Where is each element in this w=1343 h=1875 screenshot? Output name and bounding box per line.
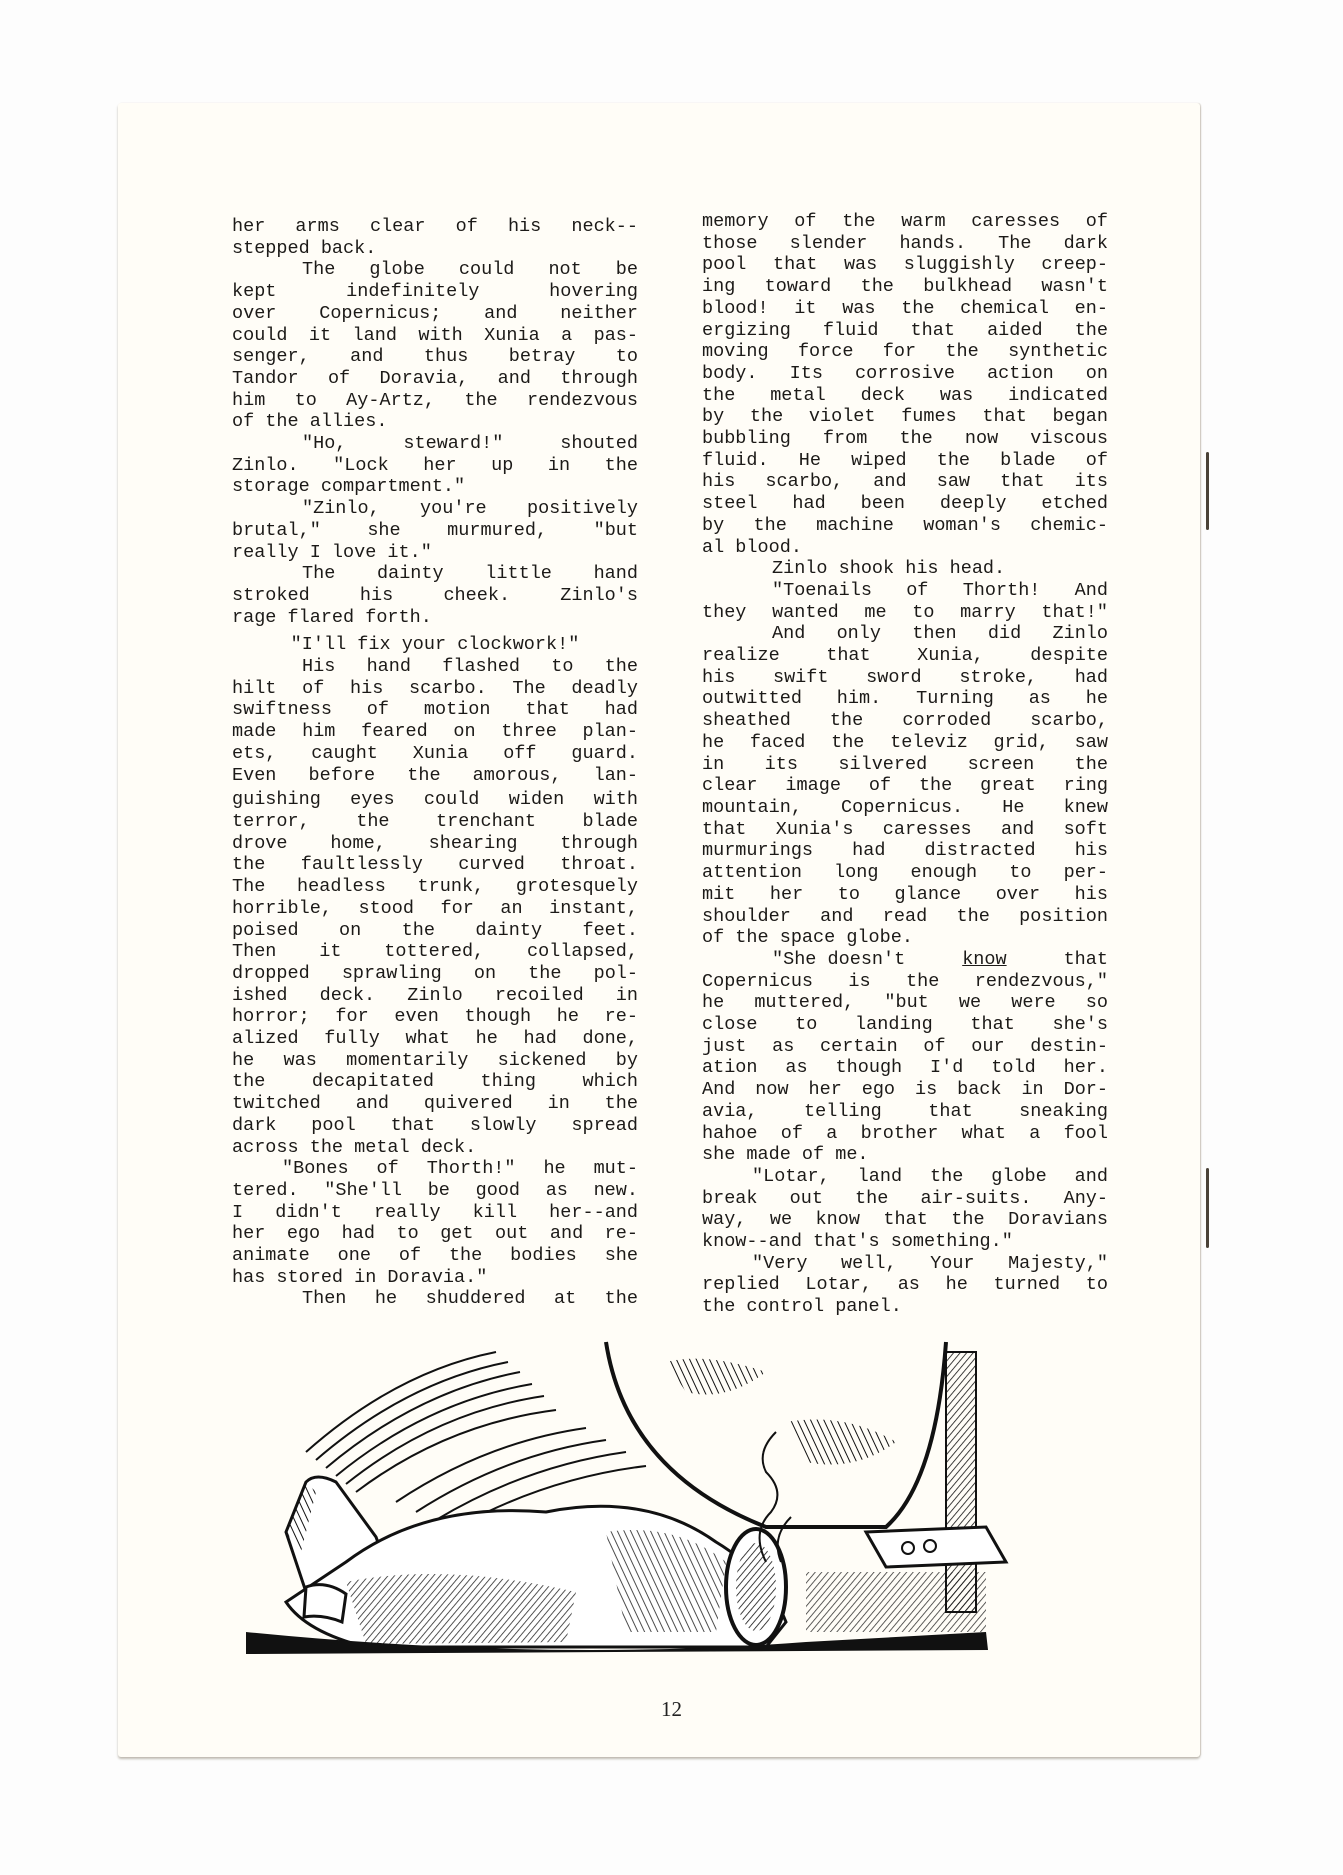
- text-line: hilt of his scarbo. The deadly: [232, 677, 638, 699]
- text-line: blood! it was the chemical en-: [702, 297, 1108, 319]
- text-line: realize that Xunia, despite: [702, 645, 1108, 667]
- text-line: alized fully what he had done,: [232, 1028, 638, 1050]
- text-line: kept indefinitely hovering: [232, 281, 638, 303]
- text-line: His hand flashed to the: [302, 656, 638, 678]
- text-line: Tandor of Doravia, and through: [232, 367, 638, 389]
- illustration-zinlo-headless-body-icon: [246, 1332, 1088, 1662]
- text-line: horror; for even though he re-: [232, 1006, 638, 1028]
- text-line: "Ho, steward!" shouted: [302, 433, 638, 455]
- text-line: that Xunia's caresses and soft: [702, 818, 1108, 840]
- text-line: senger, and thus betray to: [232, 346, 638, 368]
- staple-mark-top: [1206, 452, 1209, 530]
- text-line: "Very well, Your Majesty,": [752, 1252, 1108, 1274]
- text-line: his scarbo, and saw that its: [702, 471, 1108, 493]
- page-number: 12: [661, 1697, 682, 1721]
- text-line: hahoe of a brother what a fool: [702, 1122, 1108, 1144]
- text-line: replied Lotar, as he turned to: [702, 1274, 1108, 1296]
- text-line: "Lotar, land the globe and: [752, 1165, 1108, 1187]
- text-line: steel had been deeply etched: [702, 493, 1108, 515]
- text-line: avia, telling that sneaking: [702, 1100, 1108, 1122]
- text-line: sheathed the corroded scarbo,: [702, 710, 1108, 732]
- text-line: her arms clear of his neck--: [232, 216, 638, 237]
- text-line: by the machine woman's chemic-: [702, 514, 1108, 536]
- text-line: she made of me.: [702, 1144, 869, 1166]
- text-fragment: "She doesn't: [772, 948, 917, 970]
- text-line: the decapitated thing which: [232, 1071, 638, 1093]
- text-line: dropped sprawling on the pol-: [232, 962, 638, 984]
- text-line: close to landing that she's: [702, 1014, 1108, 1036]
- text-line: The globe could not be: [302, 259, 638, 281]
- text-line: way, we know that the Doravians: [702, 1209, 1108, 1231]
- text-line: fluid. He wiped the blade of: [702, 449, 1108, 471]
- text-line: he muttered, "but we were so: [702, 992, 1108, 1014]
- text-line: of the allies.: [232, 411, 388, 433]
- text-line: I didn't really kill her--and: [232, 1201, 638, 1223]
- text-line: "Toenails of Thorth! And: [772, 579, 1108, 601]
- text-line: really I love it.": [232, 541, 432, 563]
- text-line: mit her to glance over his: [702, 883, 1108, 905]
- text-line: rage flared forth.: [232, 606, 432, 628]
- text-line: body. Its corrosive action on: [702, 362, 1108, 384]
- staple-mark-bottom: [1206, 1168, 1209, 1248]
- text-line: attention long enough to per-: [702, 862, 1108, 884]
- text-line: in its silvered screen the: [702, 753, 1108, 775]
- text-line: Then it tottered, collapsed,: [232, 941, 638, 963]
- text-line: And now her ego is back in Dor-: [702, 1079, 1108, 1101]
- text-line: of the space globe.: [702, 927, 913, 949]
- text-line: Zinlo shook his head.: [772, 558, 1006, 580]
- text-line: Zinlo. "Lock her up in the: [232, 454, 638, 476]
- text-line: twitched and quivered in the: [232, 1093, 638, 1115]
- text-line: know--and that's something.": [702, 1231, 1013, 1253]
- text-line: could it land with Xunia a pas-: [232, 324, 638, 346]
- text-line: pool that was sluggishly creep-: [702, 254, 1108, 276]
- text-line: Then he shuddered at the: [302, 1288, 638, 1310]
- text-line: the metal deck was indicated: [702, 384, 1108, 406]
- text-line: just as certain of our destin-: [702, 1035, 1108, 1057]
- text-line: "I'll fix your clockwork!": [290, 634, 580, 656]
- motion-lines: [306, 1352, 646, 1528]
- text-line: brutal," she murmured, "but: [232, 519, 638, 541]
- text-line: he faced the televiz grid, saw: [702, 731, 1108, 753]
- text-line: his swift sword stroke, had: [702, 666, 1108, 688]
- text-line: terror, the trenchant blade: [232, 810, 638, 832]
- text-line: her ego had to get out and re-: [232, 1223, 638, 1245]
- text-column-left: [232, 216, 638, 1310]
- text-line: shoulder and read the position: [702, 905, 1108, 927]
- text-line: The dainty little hand: [302, 563, 638, 585]
- text-line: tered. "She'll be good as new.: [232, 1179, 638, 1201]
- text-line: moving force for the synthetic: [702, 341, 1108, 363]
- text-line: ets, caught Xunia off guard.: [232, 742, 638, 764]
- text-line: ished deck. Zinlo recoiled in: [232, 984, 638, 1006]
- text-line: memory of the warm caresses of: [702, 211, 1108, 232]
- text-line: swiftness of motion that had: [232, 699, 638, 721]
- text-line: al blood.: [702, 536, 802, 558]
- text-line: The headless trunk, grotesquely: [232, 876, 638, 898]
- text-line: [702, 949, 1108, 971]
- text-line: poised on the dainty feet.: [232, 919, 638, 941]
- text-line: over Copernicus; and neither: [232, 302, 638, 324]
- text-line: mountain, Copernicus. He knew: [702, 796, 1108, 818]
- text-line: outwitted him. Turning as he: [702, 688, 1108, 710]
- text-line: he was momentarily sickened by: [232, 1049, 638, 1071]
- text-line: across the metal deck.: [232, 1136, 477, 1158]
- text-line: And only then did Zinlo: [772, 623, 1108, 645]
- text-line: ergizing fluid that aided the: [702, 319, 1108, 341]
- text-line: "Bones of Thorth!" he mut-: [282, 1158, 638, 1180]
- text-line: by the violet fumes that began: [702, 406, 1108, 428]
- text-line: ation as though I'd told her.: [702, 1057, 1108, 1079]
- text-line: clear image of the great ring: [702, 775, 1108, 797]
- text-line: Even before the amorous, lan-: [232, 764, 638, 786]
- text-line: murmurings had distracted his: [702, 840, 1108, 862]
- text-line: bubbling from the now viscous: [702, 428, 1108, 450]
- text-line: dark pool that slowly spread: [232, 1114, 638, 1136]
- underlined-word: know: [962, 948, 1007, 970]
- text-line: drove home, shearing through: [232, 832, 638, 854]
- text-line: guishing eyes could widen with: [232, 789, 638, 811]
- text-line: storage compartment.": [232, 476, 466, 498]
- text-line: made him feared on three plan-: [232, 721, 638, 743]
- text-fragment: that: [1052, 948, 1108, 970]
- text-line: those slender hands. The dark: [702, 232, 1108, 254]
- text-line: ing toward the bulkhead wasn't: [702, 276, 1108, 298]
- text-line: the faultlessly curved throat.: [232, 854, 638, 876]
- text-line: the control panel.: [702, 1296, 902, 1318]
- text-line: animate one of the bodies she: [232, 1245, 638, 1267]
- text-line: "Zinlo, you're positively: [302, 498, 638, 520]
- text-line: they wanted me to marry that!": [702, 601, 1108, 623]
- text-line: Copernicus is the rendezvous,": [702, 970, 1108, 992]
- text-line: horrible, stood for an instant,: [232, 897, 638, 919]
- text-line: him to Ay-Artz, the rendezvous: [232, 389, 638, 411]
- text-line: has stored in Doravia.": [232, 1266, 488, 1288]
- text-line: stroked his cheek. Zinlo's: [232, 584, 638, 606]
- text-column-right: [702, 211, 1108, 1318]
- text-line: stepped back.: [232, 237, 377, 259]
- text-line: break out the air-suits. Any-: [702, 1187, 1108, 1209]
